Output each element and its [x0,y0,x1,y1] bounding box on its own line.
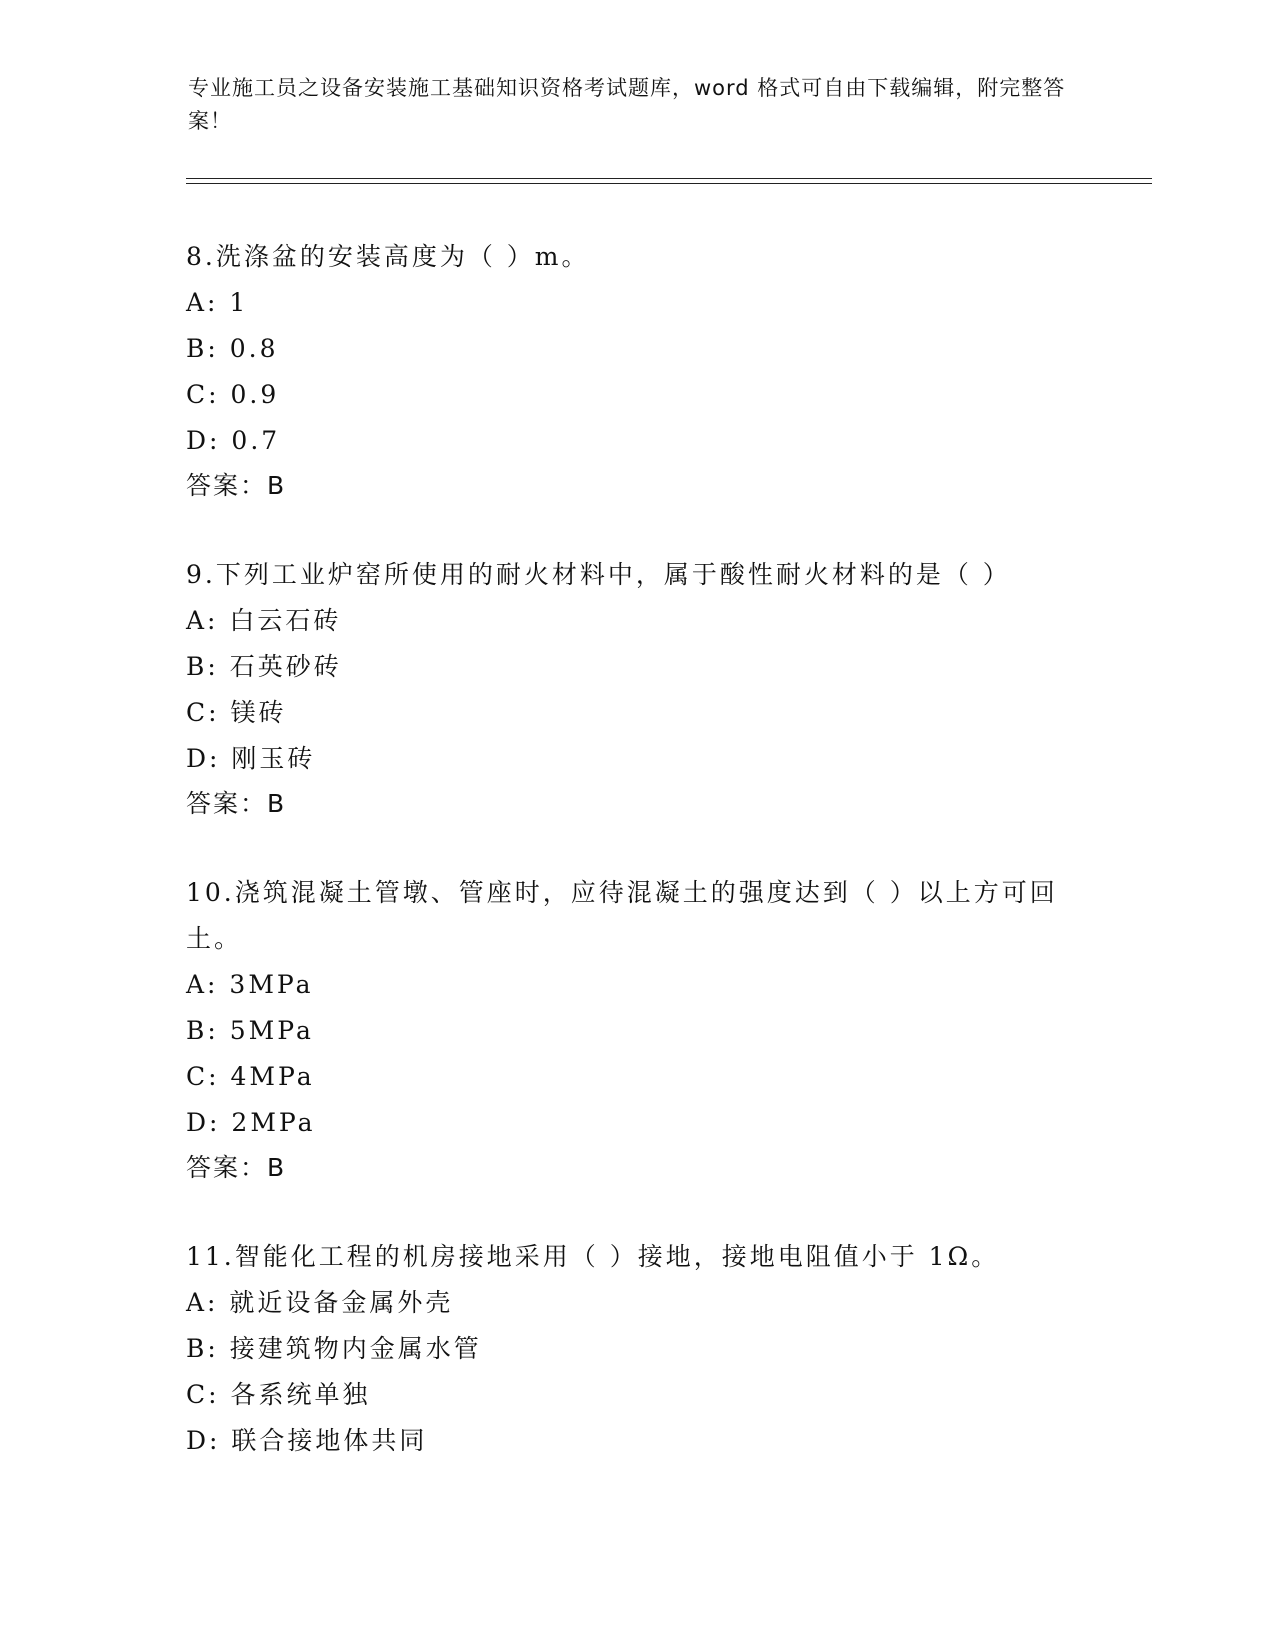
question-10 [186,870,1086,1190]
option-d: D: 2MPa [186,1108,316,1137]
option-c: C: 镁砖 [186,698,287,727]
option-d: D: 刚玉砖 [186,744,316,773]
option-a: A: 就近设备金属外壳 [186,1288,454,1317]
question-9 [186,552,1086,826]
option-a: A: 3MPa [186,970,314,999]
option-b: B: 5MPa [186,1016,314,1045]
option-c: C: 各系统单独 [186,1380,371,1409]
document-header: 专业施工员之设备安装施工基础知识资格考试题库，word 格式可自由下载编辑，附完整答案！ [188,76,1066,133]
option-d: D: 0.7 [186,426,281,455]
answer-line: 答案：B [186,471,287,500]
question-stem: 9.下列工业炉窑所使用的耐火材料中，属于酸性耐火材料的是（ ） [186,560,1011,589]
option-c: C: 0.9 [186,380,280,409]
option-b: B: 接建筑物内金属水管 [186,1334,482,1363]
question-11 [186,1234,1086,1464]
question-stem: 8.洗涤盆的安装高度为（ ）m。 [186,242,590,271]
header-divider-bottom [186,183,1152,184]
question-stem: 11.智能化工程的机房接地采用（ ）接地，接地电阻值小于 1Ω。 [186,1242,1000,1271]
answer-line: 答案：B [186,1153,287,1182]
question-8 [186,234,1086,508]
answer-line: 答案：B [186,789,287,818]
option-b: B: 石英砂砖 [186,652,342,681]
option-b: B: 0.8 [186,334,279,363]
option-c: C: 4MPa [186,1062,315,1091]
option-a: A: 1 [186,288,249,317]
header-divider-top [186,178,1152,179]
option-a: A: 白云石砖 [186,606,342,635]
question-stem: 10.浇筑混凝土管墩、管座时，应待混凝土的强度达到（ ）以上方可回土。 [186,878,1058,953]
option-d: D: 联合接地体共同 [186,1426,428,1455]
